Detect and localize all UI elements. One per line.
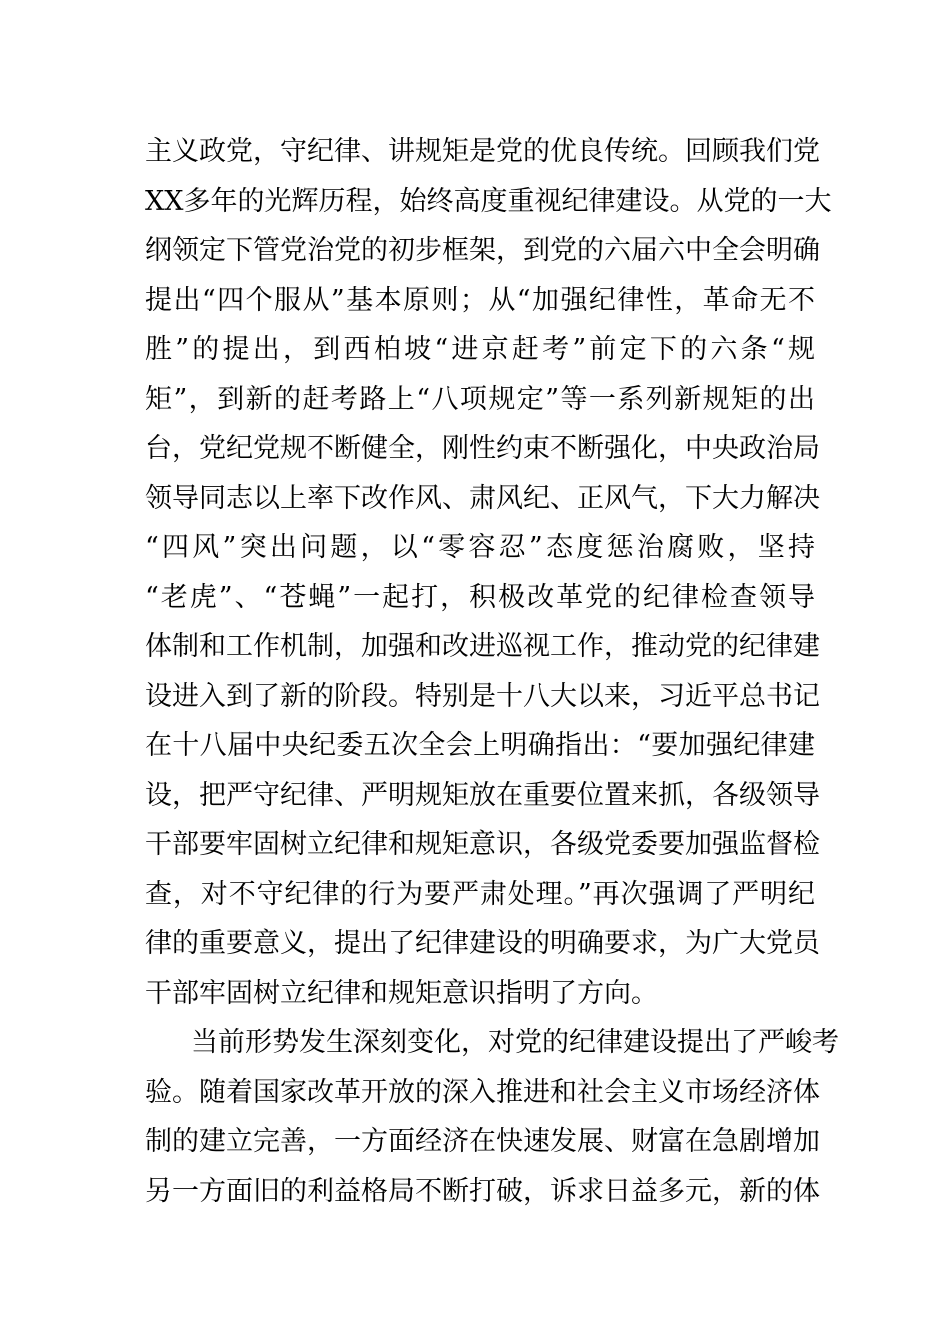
text-line: 提出“四个服从”基本原则；从“加强纪律性，革命无不 (145, 284, 815, 316)
text-line: 体制和工作机制，加强和改进巡视工作，推动党的纪律建 (145, 631, 820, 662)
paragraph-1 (145, 127, 832, 1018)
text-line: 台，党纪党规不断健全，刚性约束不断强化，中央政治局 (145, 433, 820, 464)
text-line: 纲领定下管党治党的初步框架，到党的六届六中全会明确 (145, 235, 820, 266)
text-line: XX多年的光辉历程，始终高度重视纪律建设。从党的一大 (145, 185, 832, 217)
text-line: 干部要牢固树立纪律和规矩意识，各级党委要加强监督检 (145, 829, 820, 860)
text-line: 领导同志以上率下改作风、肃风纪、正风气，下大力解决 (145, 482, 820, 514)
document-body (145, 127, 839, 1216)
text-line: 矩”，到新的赶考路上“八项规定”等一系列新规矩的出 (145, 383, 815, 415)
text-line: 查，对不守纪律的行为要严肃处理。”再次强调了严明纪 (145, 878, 815, 910)
text-line: 设，把严守纪律、严明规矩放在重要位置来抓，各级领导 (145, 779, 820, 811)
text-line: 制的建立完善，一方面经济在快速发展、财富在急剧增加 (145, 1126, 820, 1157)
text-line: 干部牢固树立纪律和规矩意识指明了方向。 (145, 977, 658, 1009)
text-line: 验。随着国家改革开放的深入推进和社会主义市场经济体 (145, 1076, 820, 1108)
text-line: “老虎”、“苍蝇”一起打，积极改革党的纪律检查领导 (145, 581, 815, 613)
text-line: 律的重要意义，提出了纪律建设的明确要求，为广大党员 (145, 928, 820, 959)
text-line: 胜”的提出，到西柏坡“进京赶考”前定下的六条“规 (145, 334, 815, 365)
text-line: 另一方面旧的利益格局不断打破，诉求日益多元，新的体 (145, 1175, 820, 1207)
text-line: 当前形势发生深刻变化，对党的纪律建设提出了严峻考 (191, 1027, 839, 1058)
paragraph-2 (145, 1018, 839, 1216)
text-line: “四风”突出问题，以“零容忍”态度惩治腐败，坚持 (145, 532, 815, 563)
text-line: 主义政党，守纪律、讲规矩是党的优良传统。回顾我们党 (145, 136, 820, 167)
text-line: 在十八届中央纪委五次全会上明确指出：“要加强纪律建 (145, 730, 815, 761)
text-line: 设进入到了新的阶段。特别是十八大以来，习近平总书记 (145, 680, 820, 712)
